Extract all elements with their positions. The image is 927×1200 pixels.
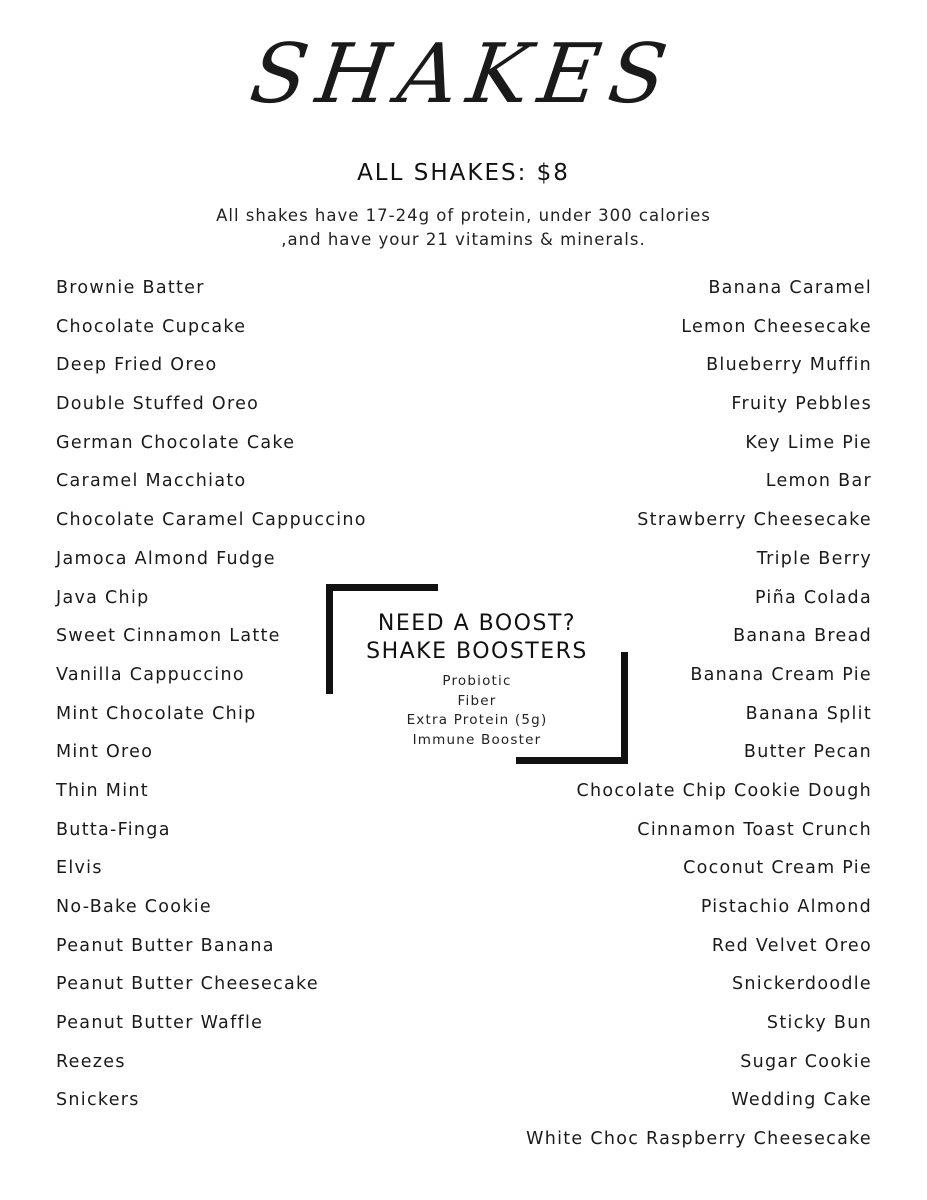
menu-item: Banana Split [745, 703, 872, 724]
booster-item: Probiotic [442, 673, 512, 689]
menu-item: Strawberry Cheesecake [637, 510, 872, 531]
menu-item: Piña Colada [754, 587, 872, 608]
menu-item: No-Bake Cookie [56, 897, 212, 917]
menu-item: Peanut Butter Cheesecake [56, 974, 319, 995]
menu-item: Caramel Macchiato [56, 471, 247, 492]
menu-item: Triple Berry [756, 548, 872, 569]
menu-item: German Chocolate Cake [56, 432, 296, 453]
menu-item: Butta-Finga [56, 819, 171, 840]
menu-item: Deep Fried Oreo [56, 355, 218, 376]
menu-item: Peanut Butter Waffle [56, 1013, 264, 1034]
menu-item: Snickers [56, 1090, 140, 1111]
menu-item: White Choc Raspberry Cheesecake [526, 1129, 872, 1150]
menu-item: Cinnamon Toast Crunch [637, 819, 872, 840]
booster-subheading: SHAKE BOOSTERS [366, 639, 588, 664]
menu-item: Banana Caramel [708, 278, 872, 298]
menu-item: Snickerdoodle [731, 974, 872, 995]
menu-item: Sweet Cinnamon Latte [56, 626, 281, 647]
menu-item: Chocolate Caramel Cappuccino [56, 510, 367, 531]
frame-corner [516, 757, 628, 764]
booster-heading: NEED A BOOST? [377, 611, 577, 636]
menu-item: Mint Oreo [56, 742, 154, 763]
menu-item: Brownie Batter [56, 278, 205, 298]
menu-item: Vanilla Cappuccino [56, 664, 245, 685]
menu-item: Key Lime Pie [745, 432, 872, 453]
menu-list-left [56, 276, 367, 1127]
menu-item: Lemon Cheesecake [681, 316, 872, 337]
description-line: ,and have your 21 vitamins & minerals. [281, 230, 646, 249]
booster-box [326, 584, 628, 764]
menu-item: Wedding Cake [731, 1090, 872, 1111]
menu-item: Peanut Butter Banana [56, 935, 275, 956]
page-title: SHAKES [244, 27, 683, 122]
booster-list [326, 672, 628, 750]
menu-item: Banana Bread [733, 626, 872, 647]
menu-item: Pistachio Almond [700, 897, 872, 917]
menu-item: Fruity Pebbles [731, 394, 872, 415]
booster-content [326, 610, 628, 750]
menu-item: Coconut Cream Pie [683, 858, 872, 879]
menu-item: Jamoca Almond Fudge [56, 548, 276, 569]
frame-corner [326, 584, 438, 591]
menu-item: Chocolate Chip Cookie Dough [576, 780, 872, 801]
description [0, 204, 927, 252]
price-heading: ALL SHAKES: $8 [357, 160, 570, 186]
menu-item: Sugar Cookie [740, 1051, 872, 1072]
menu-item: Banana Cream Pie [690, 664, 872, 685]
menu-item: Mint Chocolate Chip [56, 703, 257, 724]
menu-item: Lemon Bar [765, 471, 872, 492]
menu-item: Butter Pecan [743, 742, 872, 763]
menu-item: Red Velvet Oreo [711, 935, 872, 956]
menu-item: Thin Mint [56, 780, 149, 801]
booster-item: Immune Booster [412, 731, 542, 748]
menu-item: Chocolate Cupcake [56, 316, 247, 337]
menu-item: Sticky Bun [766, 1013, 872, 1034]
booster-item: Fiber [457, 692, 497, 709]
menu-item: Double Stuffed Oreo [56, 394, 260, 415]
menu-item: Elvis [56, 858, 103, 879]
menu-item: Reezes [56, 1051, 126, 1072]
booster-item: Extra Protein (5g) [406, 712, 548, 728]
menu-item: Java Chip [56, 587, 150, 608]
description-line: All shakes have 17-24g of protein, under 300 calories [216, 206, 711, 225]
menu-item: Blueberry Muffin [706, 355, 872, 376]
